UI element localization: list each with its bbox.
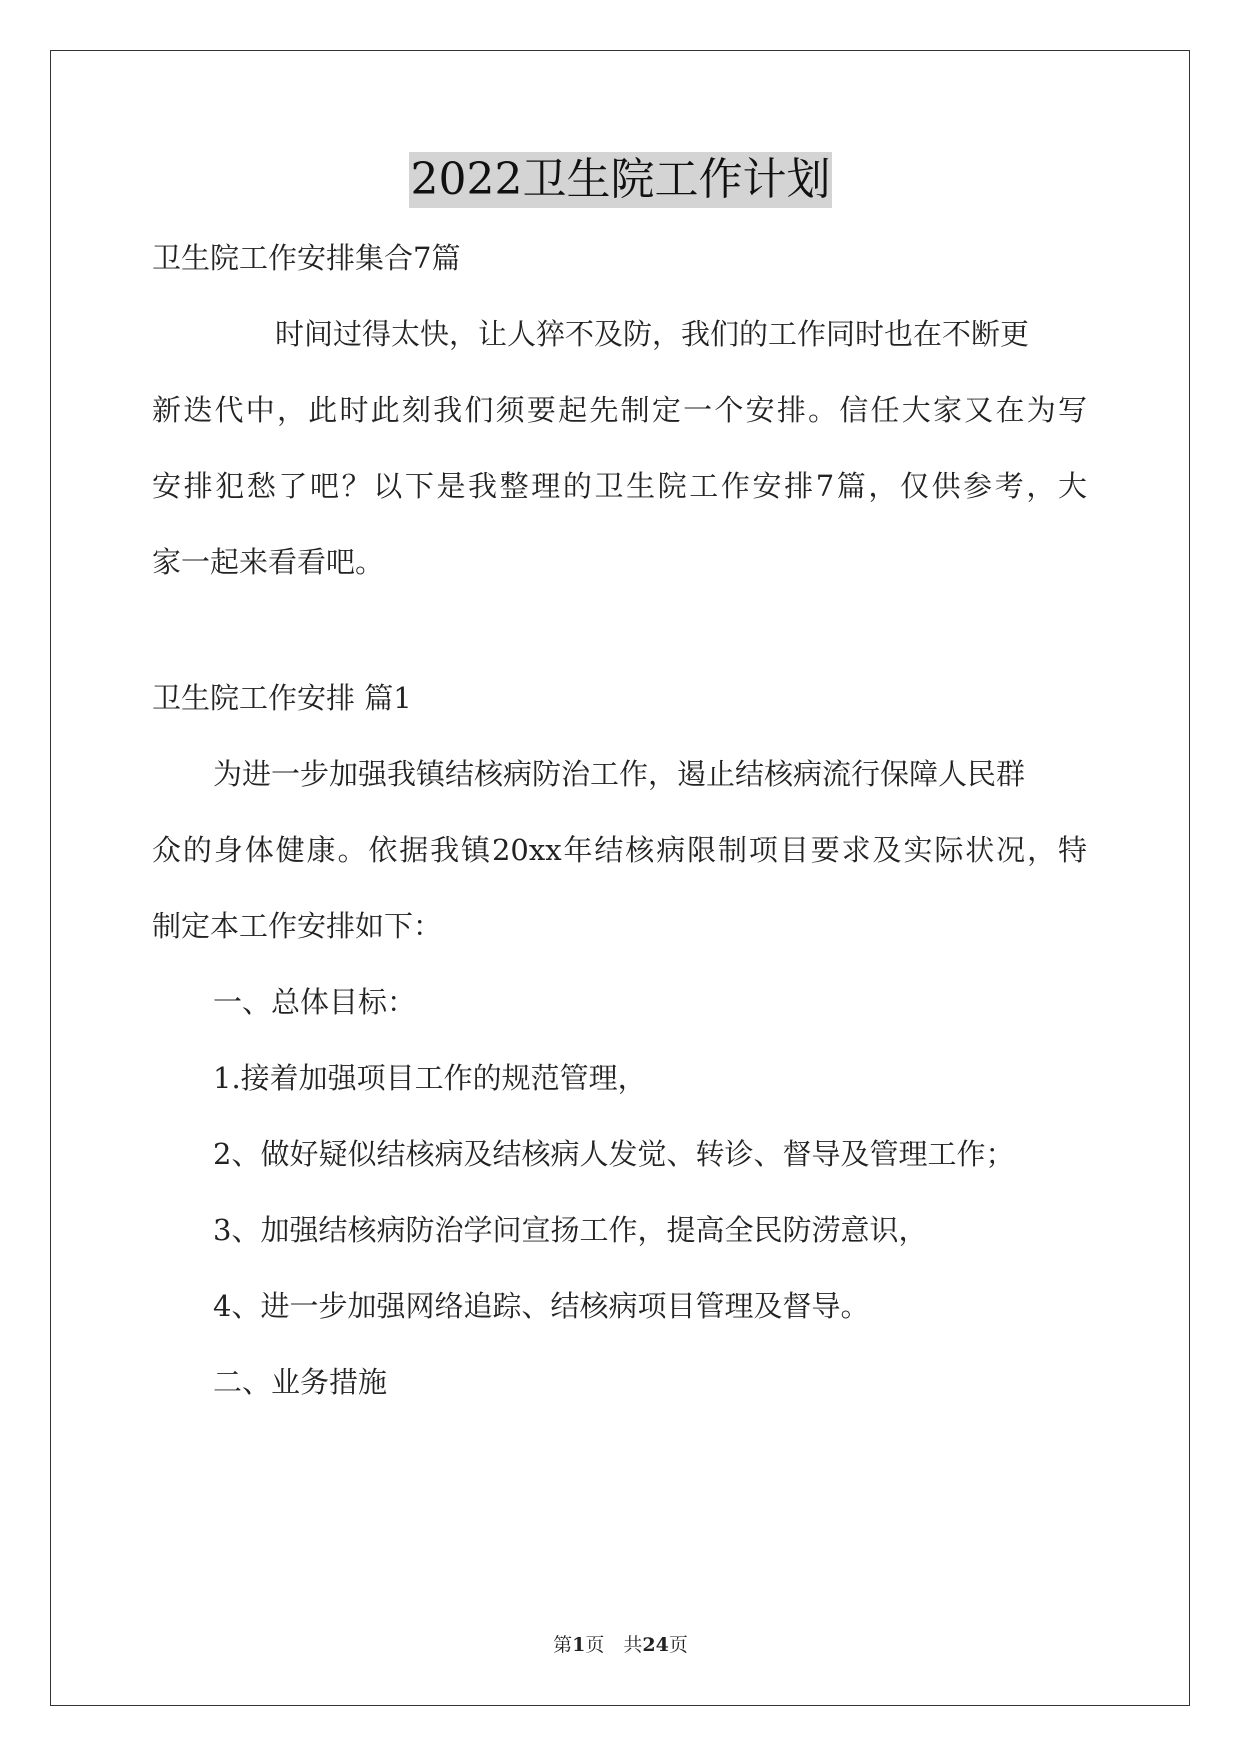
overall-goal-heading: 一、总体目标： <box>213 985 417 1019</box>
footer-page-number: 1 <box>572 1634 586 1656</box>
intro-paragraph-line-4: 家一起来看看吧。 <box>152 545 385 579</box>
section1-paragraph-line-3: 制定本工作安排如下： <box>152 909 443 943</box>
section-heading-1: 卫生院工作安排 篇1 <box>152 681 412 715</box>
intro-paragraph-line-2: 新迭代中，此时此刻我们须要起先制定一个安排。信任大家又在为写 <box>152 393 1087 427</box>
goal-item-1: 1.接着加强项目工作的规范管理， <box>213 1061 647 1095</box>
section1-paragraph-line-1: 为进一步加强我镇结核病防治工作，遏止结核病流行保障人民群 <box>213 757 1026 791</box>
collection-heading: 卫生院工作安排集合7篇 <box>152 241 461 275</box>
page-border <box>50 50 1190 1706</box>
intro-paragraph-line-1: 时间过得太快，让人猝不及防，我们的工作同时也在不断更 <box>275 317 1030 351</box>
section1-paragraph-line-2: 众的身体健康。依据我镇20xx年结核病限制项目要求及实际状况，特 <box>152 833 1087 867</box>
footer-page-prefix: 第 <box>553 1634 573 1656</box>
goal-item-2: 2、做好疑似结核病及结核病人发觉、转诊、督导及管理工作； <box>213 1137 1015 1171</box>
footer-page-mid: 页 共 <box>585 1634 643 1656</box>
title-container <box>0 152 1241 208</box>
business-measures-heading: 二、业务措施 <box>213 1365 388 1399</box>
footer-page-suffix: 页 <box>668 1634 688 1656</box>
document-title: 2022卫生院工作计划 <box>409 152 833 208</box>
footer-total-pages: 24 <box>642 1634 669 1656</box>
page-footer <box>0 1630 1241 1657</box>
goal-item-4: 4、进一步加强网络追踪、结核病项目管理及督导。 <box>213 1289 870 1323</box>
goal-item-3: 3、加强结核病防治学问宣扬工作，提高全民防涝意识， <box>213 1213 928 1247</box>
intro-paragraph-line-3: 安排犯愁了吧？以下是我整理的卫生院工作安排7篇，仅供参考，大 <box>152 469 1087 503</box>
